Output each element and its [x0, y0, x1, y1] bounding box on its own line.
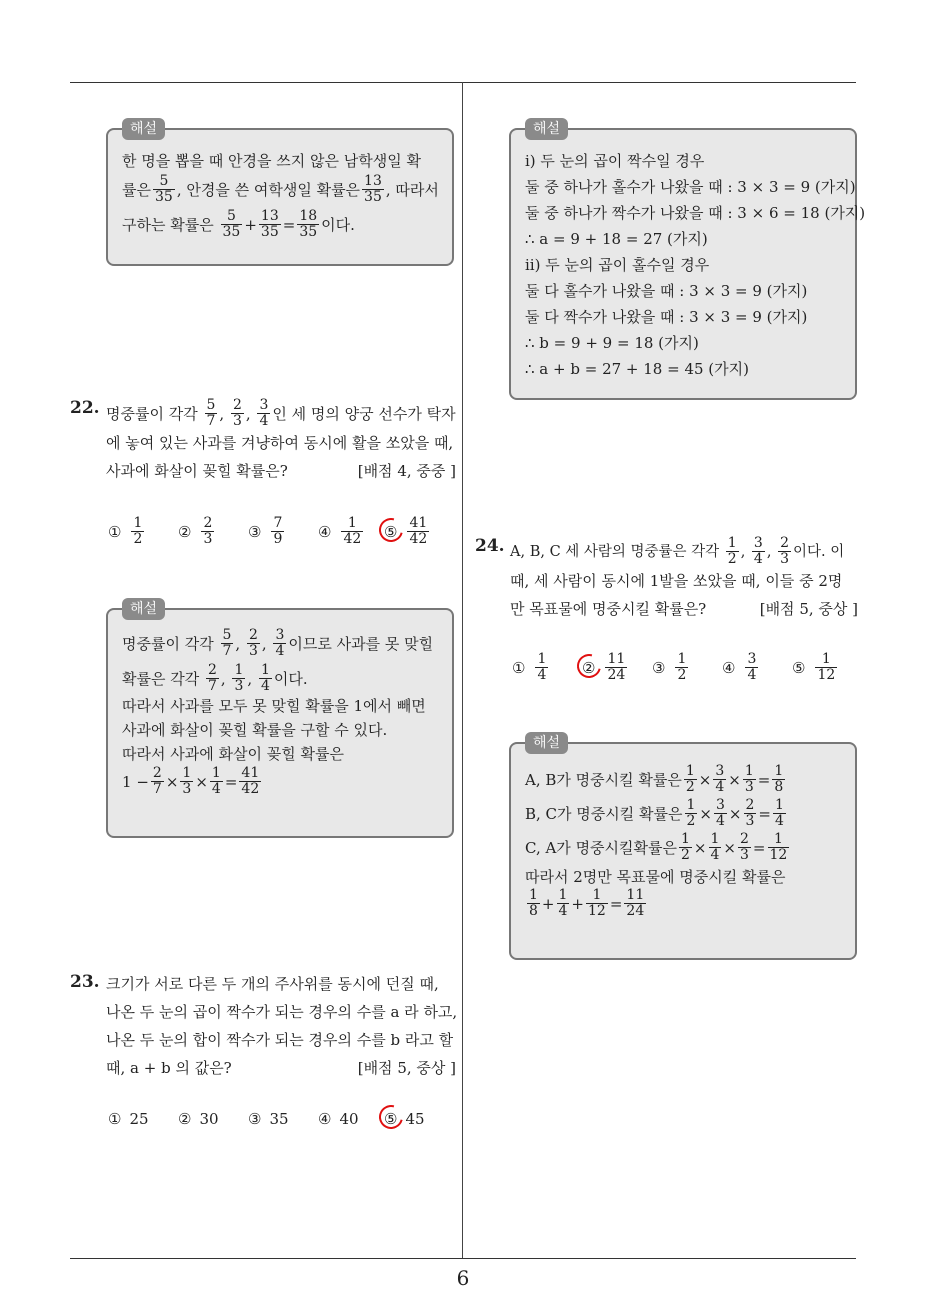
- fraction: $\frac{5}{35}$: [222, 208, 241, 240]
- score-label: [배점 4, 중중 ]: [357, 462, 456, 480]
- q24-options: [512, 652, 852, 683]
- question-text-23: [106, 970, 456, 1082]
- fraction: $\frac{1}{4}$: [211, 765, 221, 797]
- sol23-line: ∴ b = 9 + 9 = 18 (가지): [525, 334, 699, 352]
- solution-tag: 해설: [525, 732, 568, 754]
- option-1[interactable]: ① 25: [108, 1110, 149, 1128]
- sol21-line3: 구하는 확률은 $\frac{5}{35}$ + $\frac{13}{35}$ = $\frac{18}{35}$ 이다.: [122, 208, 355, 240]
- solution-box-23: [509, 121, 866, 400]
- sol24-row-bc: B, C가 명중시킬 확률은 $\frac{1}{2}$ × $\frac{3}{4}$ × $\frac{2}{3}$ = $\frac{1}{4}$: [525, 797, 784, 829]
- question-text-22: [106, 398, 456, 485]
- score-label: [배점 5, 중상 ]: [357, 1059, 456, 1077]
- option-1[interactable]: ① $\frac{1}{2}$: [108, 515, 143, 547]
- sol23-line: 둘 다 짝수가 나왔을 때 : 3 × 3 = 9 (가지): [525, 308, 808, 326]
- column-divider: [462, 82, 463, 1258]
- option-2-selected[interactable]: ② $\frac{11}{24}$: [582, 652, 652, 683]
- sol23-line: ⅱ) 두 눈의 곱이 홀수일 경우: [525, 256, 710, 274]
- sol23-line: ∴ a + b = 27 + 18 = 45 (가지): [525, 360, 749, 378]
- option-3[interactable]: ③ $\frac{1}{2}$: [652, 651, 687, 683]
- fraction: $\frac{3}{4}$: [259, 397, 269, 429]
- fraction: $\frac{5}{7}$: [222, 627, 232, 659]
- fraction: $\frac{2}{3}$: [780, 535, 789, 567]
- sol23-line: 둘 중 하나가 짝수가 나왔을 때 : 3 × 6 = 18 (가지): [525, 204, 866, 222]
- q23-line2: 나온 두 눈의 곱이 짝수가 되는 경우의 수를 a 라 하고,: [106, 1003, 458, 1021]
- option-4[interactable]: ④ 40: [318, 1110, 359, 1128]
- answer-circle-mark: [375, 1101, 408, 1134]
- sol24-line4: 따라서 2명만 목표물에 명중시킬 확률은: [525, 868, 786, 886]
- fraction: $\frac{2}{3}$: [232, 397, 242, 429]
- fraction: $\frac{5}{35}$: [154, 173, 173, 205]
- sol24-row-ab: A, B가 명중시킬 확률은 $\frac{1}{2}$ × $\frac{3}{4}$ × $\frac{1}{3}$ = $\frac{1}{8}$: [525, 763, 784, 795]
- solution-tag: 해설: [525, 118, 568, 140]
- option-5-selected[interactable]: ⑤ 45: [384, 1110, 444, 1128]
- q23-line3: 나온 두 눈의 합이 짝수가 되는 경우의 수를 b 라고 할: [106, 1031, 454, 1049]
- solution-box-21: [106, 121, 454, 266]
- sol22-line6: 1 − $\frac{2}{7}$ × $\frac{1}{3}$ × $\frac{1}{4}$ = $\frac{41}{42}$: [122, 765, 260, 797]
- option-2[interactable]: ② 30: [178, 1110, 219, 1128]
- q23-options: [108, 1110, 444, 1128]
- fraction: $\frac{2}{7}$: [152, 765, 162, 797]
- fraction: $\frac{13}{35}$: [260, 208, 279, 240]
- sol23-line: 둘 다 홀수가 나왔을 때 : 3 × 3 = 9 (가지): [525, 282, 808, 300]
- fraction: $\frac{1}{2}$: [727, 535, 737, 567]
- option-5-selected[interactable]: ⑤ $\frac{41}{42}$: [384, 516, 444, 547]
- q23-line4: 때, a + b 의 값은? [배점 5, 중상 ]: [106, 1054, 456, 1082]
- solution-box-22: [106, 601, 454, 838]
- solution-tag: 해설: [122, 118, 165, 140]
- sol21-line1: 한 명을 뽑을 때 안경을 쓰지 않은 남학생일 확: [122, 152, 421, 170]
- q23-line1: 크기가 서로 다른 두 개의 주사위를 동시에 던질 때,: [106, 975, 439, 993]
- q22-line3: 사과에 화살이 꽂힐 확률은? [배점 4, 중중 ]: [106, 457, 456, 485]
- option-4[interactable]: ④ $\frac{1}{42}$: [318, 515, 362, 547]
- sol23-line: 둘 중 하나가 홀수가 나왔을 때 : 3 × 3 = 9 (가지): [525, 178, 856, 196]
- question-number-24: 24.: [475, 536, 505, 556]
- q22-line1: 명중률이 각각 $\frac{5}{7}$ , $\frac{2}{3}$ , $\frac{3}{4}$ 인 세 명의 양궁 선수가 탁자: [106, 397, 456, 429]
- bottom-rule: [70, 1258, 856, 1259]
- page-number: 6: [456, 1266, 470, 1290]
- sol23-line: ∴ a = 9 + 18 = 27 (가지): [525, 230, 708, 248]
- fraction: $\frac{5}{7}$: [206, 397, 216, 429]
- sol22-line1: 명중률이 각각 $\frac{5}{7}$ , $\frac{2}{3}$ , $\frac{3}{4}$ 이므로 사과를 못 맞힐: [122, 627, 434, 659]
- fraction: $\frac{1}{4}$: [260, 662, 270, 694]
- option-3[interactable]: ③ $\frac{7}{9}$: [248, 515, 283, 547]
- option-2[interactable]: ② $\frac{2}{3}$: [178, 515, 213, 547]
- solution-box-24: [509, 735, 857, 960]
- q24-line2: 때, 세 사람이 동시에 1발을 쏘았을 때, 이들 중 2명: [510, 572, 843, 590]
- fraction: $\frac{3}{4}$: [753, 535, 763, 567]
- question-text-24: [510, 536, 858, 623]
- fraction: $\frac{18}{35}$: [299, 208, 318, 240]
- option-4[interactable]: ④ $\frac{3}{4}$: [722, 651, 757, 683]
- sol22-line2: 확률은 각각 $\frac{2}{7}$ , $\frac{1}{3}$ , $\frac{1}{4}$ 이다.: [122, 662, 308, 694]
- top-rule: [70, 82, 856, 83]
- sol22-line3: 따라서 사과를 모두 못 맞힐 확률을 1에서 빼면: [122, 697, 426, 715]
- question-number-22: 22.: [70, 398, 100, 418]
- q22-line2: 에 놓여 있는 사과를 겨냥하여 동시에 활을 쏘았을 때,: [106, 434, 454, 452]
- sol21-line2: 률은 $\frac{5}{35}$ , 안경을 쓴 여학생일 확률은 $\frac{13}{35}$ , 따라서: [122, 173, 439, 205]
- sol24-row-ca: C, A가 명중시킬확률은 $\frac{1}{2}$ × $\frac{1}{4}$ × $\frac{2}{3}$ = $\frac{1}{12}$: [525, 831, 788, 863]
- option-1[interactable]: ① $\frac{1}{4}$: [512, 651, 547, 683]
- fraction: $\frac{1}{3}$: [234, 662, 244, 694]
- score-label: [배점 5, 중상 ]: [759, 600, 858, 618]
- sol22-line5: 따라서 사과에 화살이 꽂힐 확률은: [122, 745, 344, 763]
- option-5[interactable]: ⑤ $\frac{1}{12}$: [792, 651, 836, 683]
- q22-options: [108, 516, 444, 547]
- sol22-line4: 사과에 화살이 꽂힐 확률을 구할 수 있다.: [122, 721, 388, 739]
- fraction: $\frac{13}{35}$: [364, 173, 382, 205]
- question-number-23: 23.: [70, 972, 100, 992]
- fraction: $\frac{41}{42}$: [241, 765, 260, 797]
- sol24-sum: $\frac{1}{8}$ + $\frac{1}{4}$ + $\frac{1}{12}$ = $\frac{11}{24}$: [529, 887, 645, 919]
- q24-line3: 만 목표물에 명중시킬 확률은? [배점 5, 중상 ]: [510, 595, 858, 623]
- sol23-line: ⅰ) 두 눈의 곱이 짝수일 경우: [525, 152, 705, 170]
- fraction: $\frac{3}{4}$: [275, 627, 285, 659]
- fraction: $\frac{2}{7}$: [208, 662, 217, 694]
- fraction: $\frac{1}{3}$: [182, 765, 192, 797]
- q24-line1: A, B, C 세 사람의 명중률은 각각 $\frac{1}{2}$ , $\frac{3}{4}$ , $\frac{2}{3}$ 이다. 이: [510, 535, 845, 567]
- fraction: $\frac{2}{3}$: [248, 627, 258, 659]
- solution-tag: 해설: [122, 598, 165, 620]
- option-3[interactable]: ③ 35: [248, 1110, 289, 1128]
